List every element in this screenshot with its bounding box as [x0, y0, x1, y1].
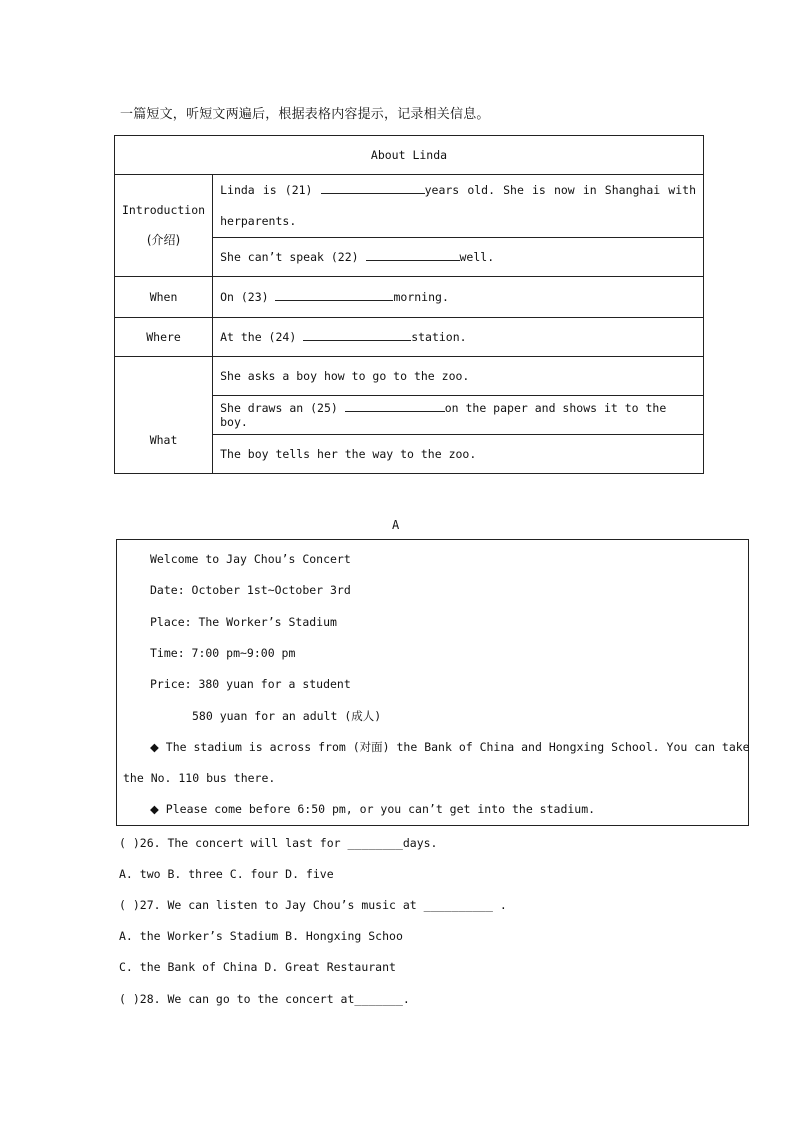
where-suffix: station. — [411, 330, 467, 344]
notice-price-adult: 580 yuan for an adult (成人) — [192, 709, 382, 723]
question-27-options-cd: C. the Bank of China D. Great Restaurant — [119, 960, 396, 974]
question-27-end: . — [492, 898, 507, 912]
blank-21[interactable] — [321, 183, 425, 194]
notice-date: Date: October 1st~October 3rd — [150, 583, 351, 597]
introduction-header — [115, 175, 213, 277]
when-suffix: morning. — [393, 290, 449, 304]
question-26-options: A. two B. three C. four D. five — [119, 867, 334, 881]
instruction-text: 一篇短文，听短文两遍后，根据表格内容提示，记录相关信息。 — [120, 107, 490, 122]
question-27-blank: __________ — [423, 898, 493, 912]
blank-22[interactable] — [366, 250, 460, 261]
intro-line-1-suffix: years old. She is now in Shanghai with herparents. — [220, 183, 696, 228]
notice-welcome: Welcome to Jay Chou’s Concert — [150, 552, 351, 566]
question-28: ( )28. We can go to the concert at_______. — [119, 992, 410, 1006]
table-title: About Linda — [115, 136, 704, 175]
blank-23[interactable] — [275, 290, 393, 301]
blank-24[interactable] — [303, 330, 411, 341]
introduction-label: Introduction — [122, 203, 206, 217]
intro-line-1-prefix: Linda is (21) — [220, 183, 321, 197]
where-prefix: At the (24) — [220, 330, 304, 344]
info-table — [114, 135, 704, 474]
question-26: ( )26. The concert will last for ________days. — [119, 836, 438, 850]
notice-note-2 — [150, 802, 595, 816]
diamond-bullet-icon: ◆ — [150, 740, 159, 754]
section-label: A — [392, 518, 400, 532]
notice-note-2-text: Please come before 6:50 pm, or you can’t get into the stadium. — [165, 802, 596, 816]
notice-place: Place: The Worker’s Stadium — [150, 615, 337, 629]
diamond-bullet-icon: ◆ — [150, 802, 159, 816]
intro-line-1 — [213, 175, 704, 238]
notice-time: Time: 7:00 pm~9:00 pm — [150, 646, 296, 660]
notice-note-1-cont: the No. 110 bus there. — [123, 771, 276, 785]
where-header: Where — [115, 318, 213, 357]
blank-25[interactable] — [345, 401, 445, 412]
notice-note-1-text: The stadium is across from (对面) the Bank of China and Hongxing School. You can take — [165, 740, 750, 754]
introduction-sub-label: (介绍) — [146, 233, 181, 247]
when-header: When — [115, 277, 213, 318]
concert-notice — [116, 539, 749, 826]
question-27-text: ( )27. We can listen to Jay Chou’s music at — [119, 898, 424, 912]
what-line-2-prefix: She draws an (25) — [220, 401, 345, 415]
when-cell — [213, 277, 704, 318]
question-27-options-ab: A. the Worker’s Stadium B. Hongxing Schoo — [119, 929, 403, 943]
what-header: What — [115, 357, 213, 474]
notice-note-1 — [150, 739, 750, 755]
intro-line-2 — [213, 238, 704, 277]
what-line-3: The boy tells her the way to the zoo. — [213, 435, 704, 474]
when-prefix: On (23) — [220, 290, 276, 304]
question-27 — [119, 898, 507, 912]
intro-line-2-prefix: She can’t speak (22) — [220, 250, 366, 264]
notice-price-student: Price: 380 yuan for a student — [150, 677, 351, 691]
intro-line-2-suffix: well. — [459, 250, 495, 264]
what-line-2-suffix: on the paper and shows it to the boy. — [220, 401, 667, 429]
where-cell — [213, 318, 704, 357]
what-line-2 — [213, 396, 704, 435]
what-line-1: She asks a boy how to go to the zoo. — [213, 357, 704, 396]
